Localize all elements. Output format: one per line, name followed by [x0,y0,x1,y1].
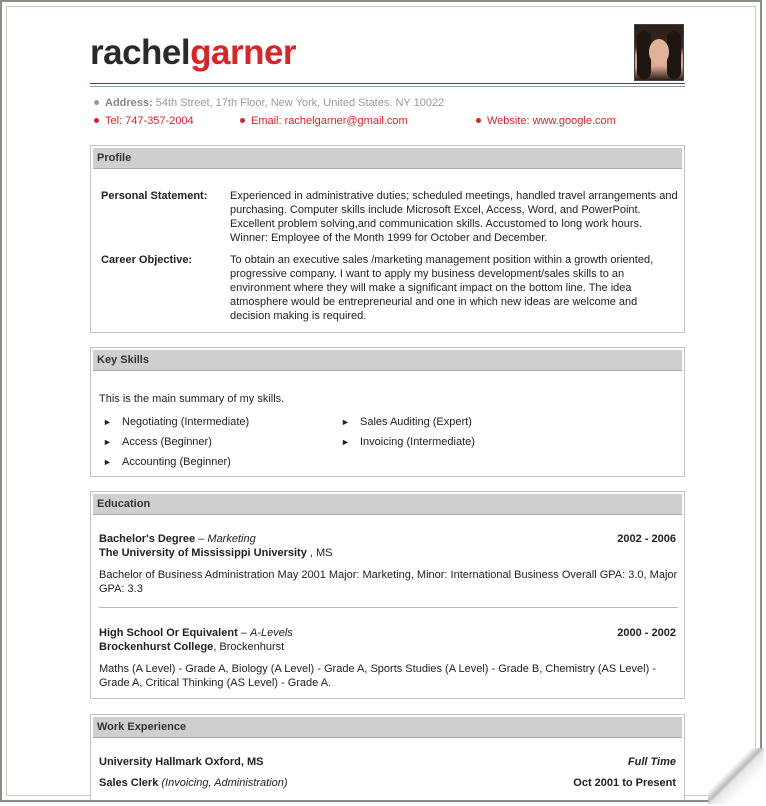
education-years: 2000 - 2002 [617,627,676,639]
address-value: 54th Street, 17th Floor, New York, United States. NY 10022 [155,97,445,109]
phone-text: Tel: 747-357-2004 [105,115,194,127]
skill-item: Invoicing (Intermediate) [360,436,475,448]
header-rule-secondary [90,86,685,87]
section-heading: Work Experience [93,717,682,738]
profile-photo [634,24,684,81]
email-line[interactable] [240,115,408,127]
career-objective-text: To obtain an executive sales /marketing management position within a growth oriented, progressive company. I want to apply my business development/sales skills to an environment where they will make a significant impact on the bottom line. The idea atmosphere would be entrepreneurial and one in which new ideas are welcome and decision making is required. [230,254,654,322]
skill-item: Sales Auditing (Expert) [360,416,472,428]
email-link[interactable]: Email: rachelgarner@gmail.com [251,115,408,127]
last-name: garner [190,33,297,72]
arrow-bullet-icon: ► [103,437,112,447]
work-role: Sales Clerk (Invoicing, Administration) [99,777,288,789]
education-degree: Bachelor's Degree – Marketing [99,533,256,545]
candidate-name [90,33,296,73]
profile-section [90,145,685,333]
bullet-icon [94,118,99,123]
section-heading: Education [93,494,682,515]
address-label: Address: [105,97,153,109]
bullet-icon [94,100,99,105]
arrow-bullet-icon: ► [103,417,112,427]
phone-line [94,115,194,127]
work-period: Oct 2001 to Present [573,777,676,789]
skill-item: Negotiating (Intermediate) [122,416,250,428]
bullet-icon [476,118,481,123]
work-section [90,714,685,800]
arrow-bullet-icon: ► [341,417,350,427]
website-link[interactable]: Website: www.google.com [487,115,616,127]
page-curl-icon [708,748,764,804]
work-company: University Hallmark Oxford, MS [99,756,264,768]
education-section [90,491,685,699]
arrow-bullet-icon: ► [103,457,112,467]
personal-statement-text: Experienced in administrative duties; scheduled meetings, handled travel arrangements and purchasing. Computer skills include Microsoft Excel, Access, Word, and PowerPoint. Excellent problem solving,and communication skills. Accustomed to long work hours. Winner: Employee of the Month 1999 for October and December. [230,190,678,244]
education-degree: High School Or Equivalent – A-Levels [99,627,293,639]
skills-section [90,347,685,477]
section-heading: Key Skills [93,350,682,371]
career-objective-label: Career Objective: [101,254,193,266]
bullet-icon [240,118,245,123]
personal-statement-label: Personal Statement: [101,190,208,202]
skill-item: Access (Beginner) [122,436,212,448]
arrow-bullet-icon: ► [341,437,350,447]
header-rule [90,83,685,84]
skill-item: Accounting (Beginner) [122,456,231,468]
education-description: Maths (A Level) - Grade A, Biology (A Level) - Grade A, Sports Studies (A Level) - Grade B, Chemistry (AS Level) - Grade A, Critical Thinking (AS Level) - Grade A. [99,663,656,689]
education-school: Brockenhurst College, Brockenhurst [99,641,285,653]
first-name: rachel [90,33,191,72]
website-line[interactable] [476,115,616,127]
section-heading: Profile [93,148,682,169]
entry-divider [99,607,678,608]
education-school: The University of Mississippi University , MS [99,547,333,559]
skills-summary: This is the main summary of my skills. [99,393,285,405]
education-description: Bachelor of Business Administration May 2001 Major: Marketing, Minor: International Business Overall GPA: 3.0, Major GPA: 3.3 [99,569,678,595]
work-type: Full Time [627,756,676,768]
education-years: 2002 - 2006 [617,533,676,545]
address-line [94,97,444,109]
